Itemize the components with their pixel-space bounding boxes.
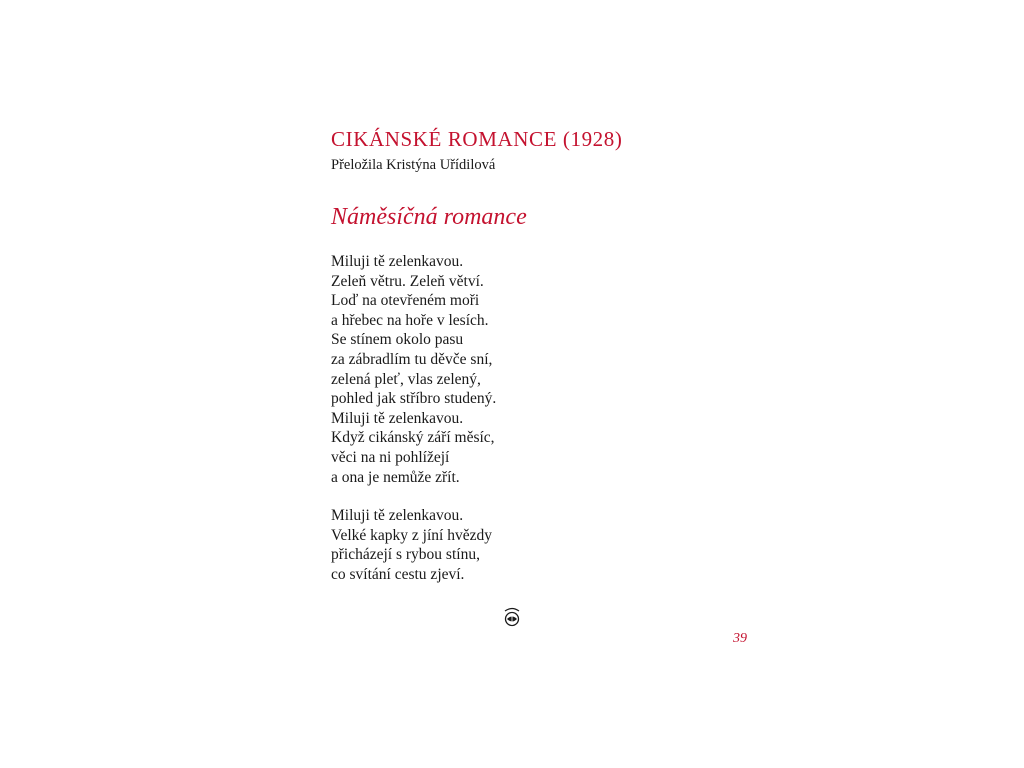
verse-line: a ona je nemůže zřít. [331,468,460,486]
verse-line: Zeleň větru. Zeleň větví. [331,272,484,290]
verse-line: pohled jak stříbro studený. [331,390,497,408]
publisher-logo-icon [500,604,524,628]
verse-line: a hřebec na hoře v lesích. [331,311,489,329]
verse-line: za zábradlím tu děvče sní, [331,350,493,368]
page-number: 39 [733,631,747,646]
stanza-2 [331,506,496,584]
verse-line: věci na ni pohlížejí [331,448,450,466]
verse-line: Se stínem okolo pasu [331,331,464,349]
verse-line: Když cikánský září měsíc, [331,429,495,447]
verse-line: Miluji tě zelenkavou. [331,507,464,525]
verse-line: přicházejí s rybou stínu, [331,546,480,564]
verse-line: co svítání cestu zjeví. [331,565,465,583]
verse-line: Velké kapky z jíní hvězdy [331,526,492,544]
verse-line: Miluji tě zelenkavou. [331,409,464,427]
collection-title: CIKÁNSKÉ ROMANCE (1928) [331,127,623,151]
verse-line: zelená pleť, vlas zelený, [331,370,481,388]
translator-credit: Přeložila Kristýna Uřídilová [331,157,496,173]
poem-body [331,252,496,604]
poem-title: Náměsíčná romance [331,204,527,230]
verse-line: Loď na otevřeném moři [331,292,480,310]
stanza-1 [331,252,496,487]
verse-line: Miluji tě zelenkavou. [331,253,464,270]
